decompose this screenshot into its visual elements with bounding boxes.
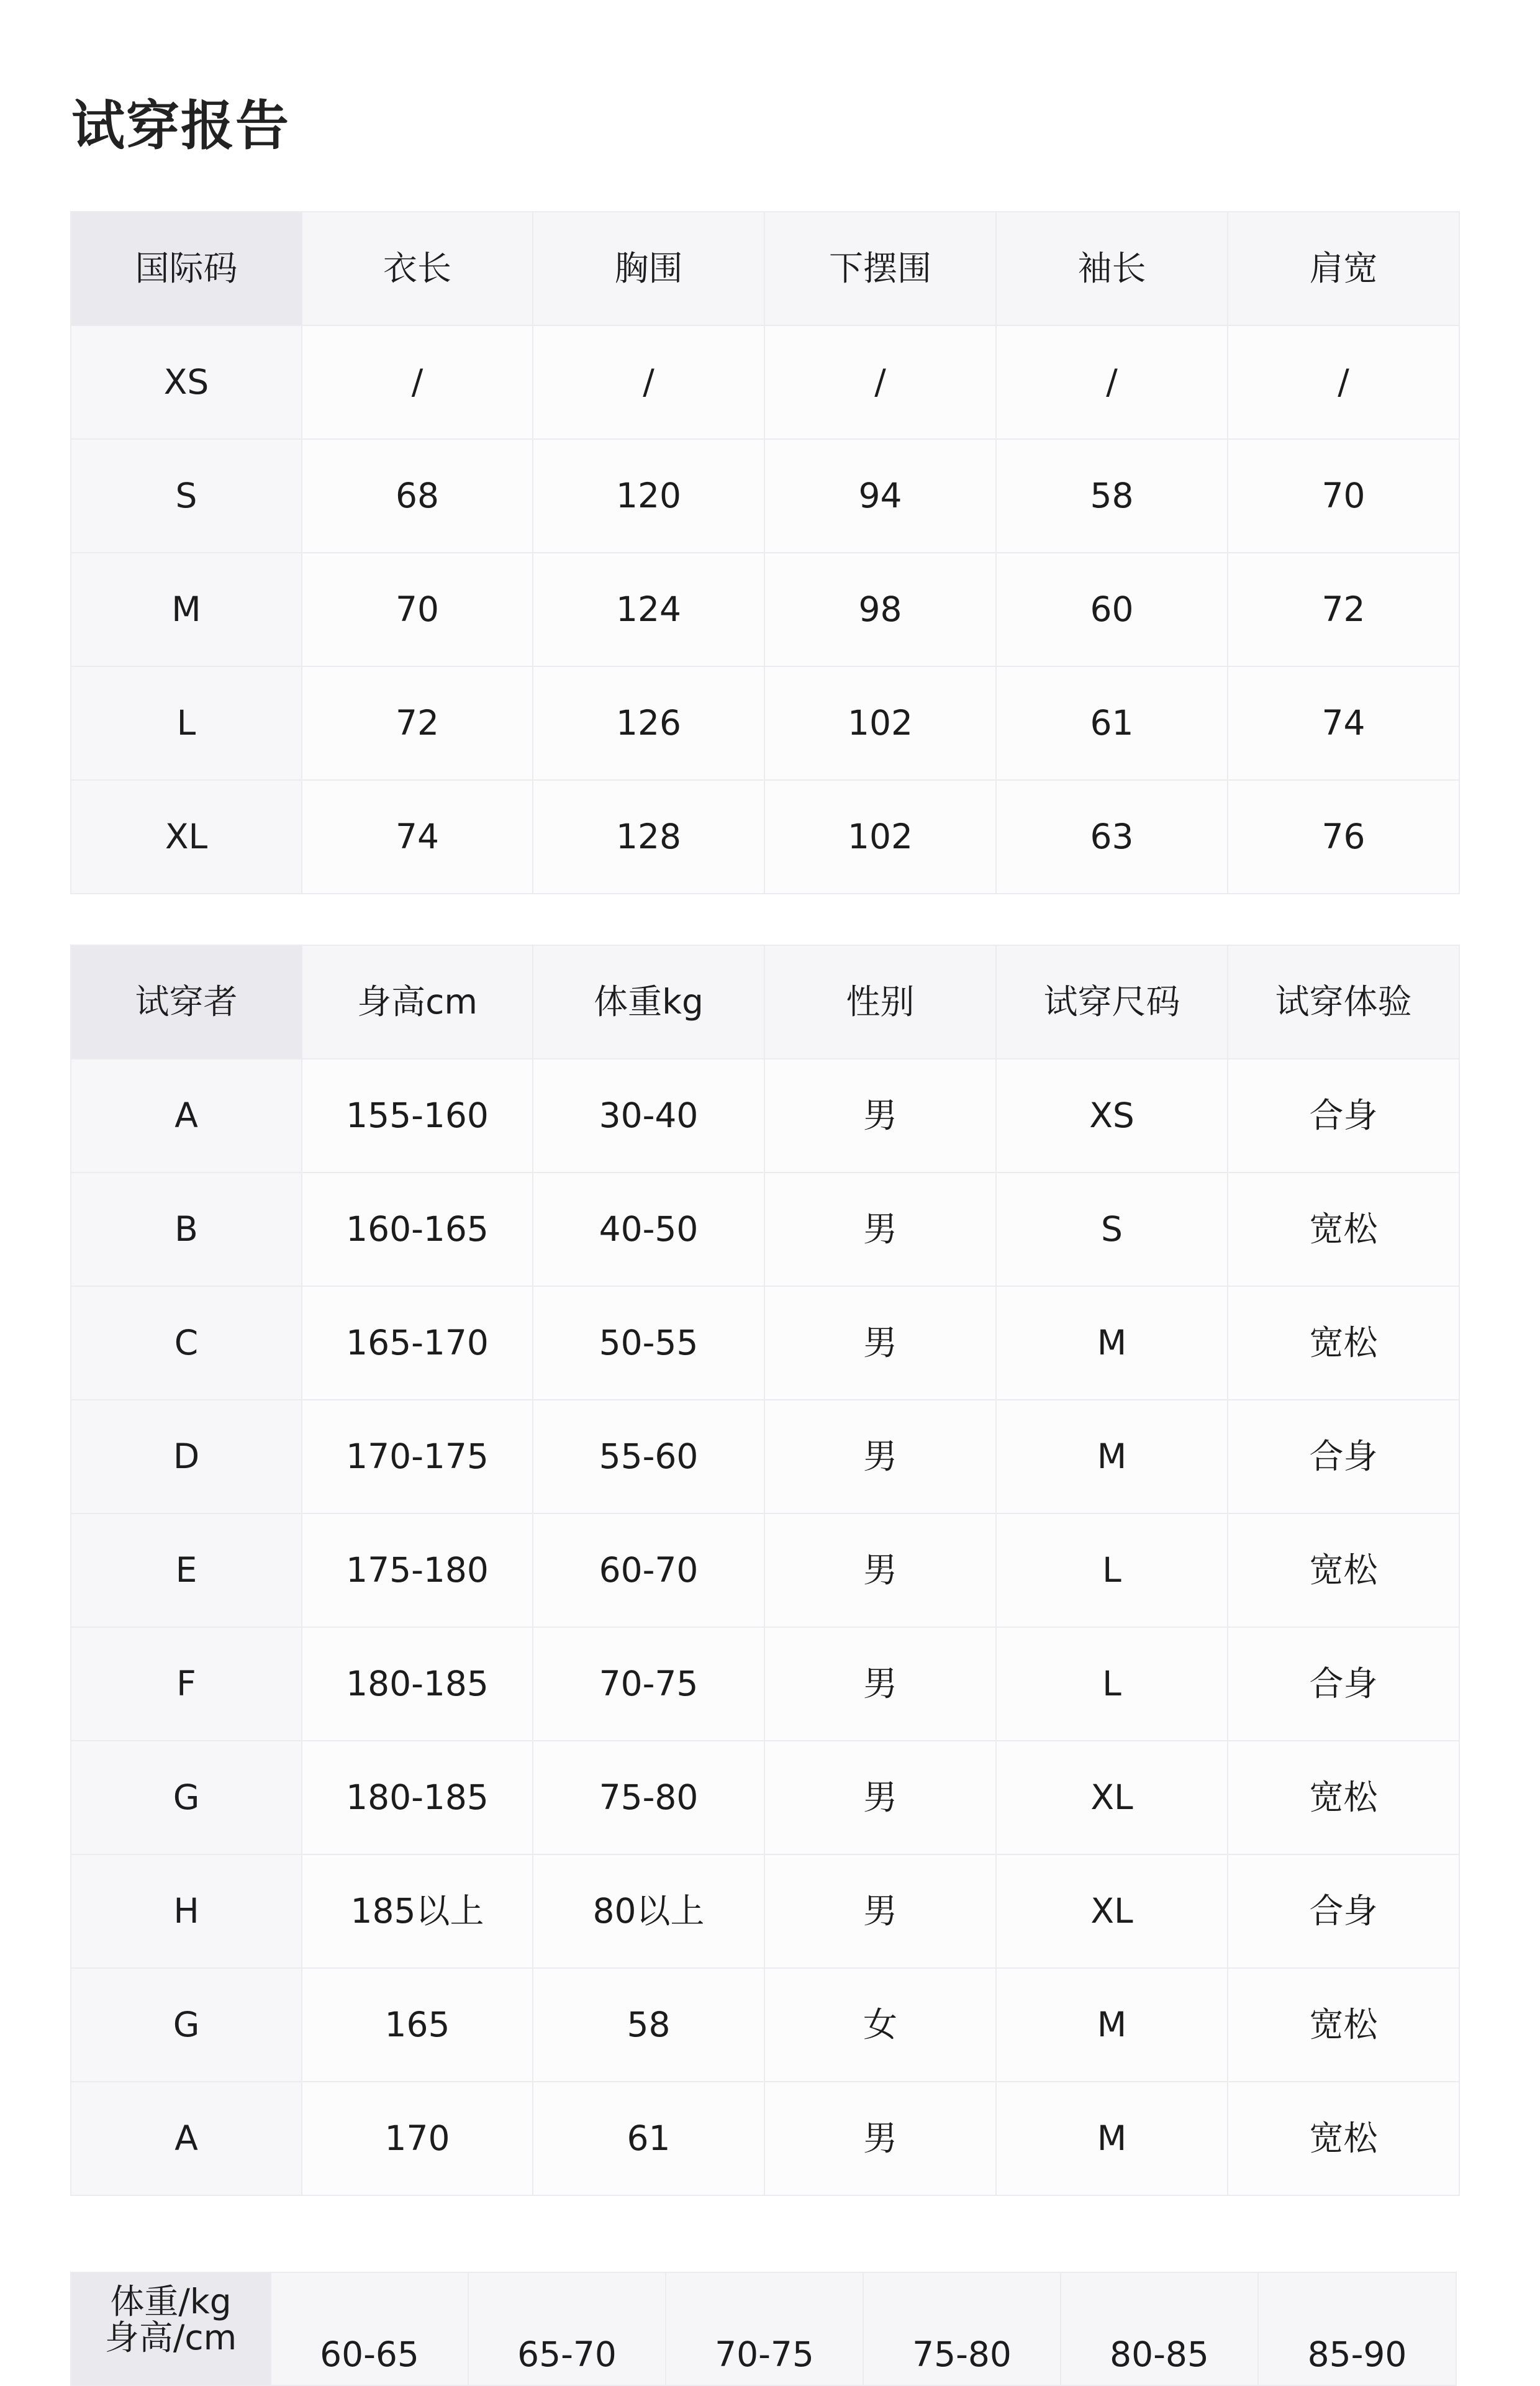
fit-table-header-row bbox=[71, 945, 1459, 1059]
fit-table-cell: XL bbox=[996, 1741, 1228, 1854]
fit-table-cell: 男 bbox=[764, 1741, 996, 1854]
weight-axis-label: 体重/kg bbox=[110, 2282, 232, 2321]
fit-table-header-cell: 身高cm bbox=[302, 945, 533, 1059]
size-table-cell: 102 bbox=[764, 666, 996, 780]
size-table-cell: / bbox=[1228, 325, 1459, 439]
weight-height-corner-cell bbox=[71, 2272, 271, 2385]
fit-table-cell: 宽松 bbox=[1228, 1286, 1459, 1400]
size-table-cell: 74 bbox=[302, 780, 533, 894]
size-table-row-label: M bbox=[71, 553, 302, 666]
size-table-cell: 126 bbox=[533, 666, 764, 780]
fit-table-row bbox=[71, 1627, 1459, 1741]
size-table-cell: 128 bbox=[533, 780, 764, 894]
size-table-cell: / bbox=[533, 325, 764, 439]
size-table-row bbox=[71, 439, 1459, 553]
fit-table-row bbox=[71, 1968, 1459, 2082]
fit-table-cell: 女 bbox=[764, 1968, 996, 2082]
fit-table-cell: 70-75 bbox=[533, 1627, 764, 1741]
fit-table-cell: 40-50 bbox=[533, 1173, 764, 1286]
weight-range-cell: 65-70 bbox=[468, 2272, 666, 2385]
fit-table-cell: 合身 bbox=[1228, 1854, 1459, 1968]
fit-table-cell: 61 bbox=[533, 2082, 764, 2195]
fit-table-cell: 175-180 bbox=[302, 1513, 533, 1627]
fit-table-row-label: G bbox=[71, 1741, 302, 1854]
weight-header-row bbox=[71, 2272, 1456, 2385]
page-title: 试穿报告 bbox=[71, 95, 290, 157]
fit-table-cell: S bbox=[996, 1173, 1228, 1286]
fit-table-cell: 58 bbox=[533, 1968, 764, 2082]
fit-table-cell: 合身 bbox=[1228, 1400, 1459, 1513]
fit-table-row bbox=[71, 1286, 1459, 1400]
fit-table-cell: XL bbox=[996, 1854, 1228, 1968]
fit-table-cell: 30-40 bbox=[533, 1059, 764, 1173]
height-axis-label: 身高/cm bbox=[104, 2317, 237, 2357]
size-table-header-row bbox=[71, 212, 1459, 325]
fit-table-cell: 男 bbox=[764, 2082, 996, 2195]
size-table-header-cell: 国际码 bbox=[71, 212, 302, 325]
size-table-cell: 124 bbox=[533, 553, 764, 666]
size-table-header-cell: 衣长 bbox=[302, 212, 533, 325]
size-table-row-label: L bbox=[71, 666, 302, 780]
weight-range-cell: 75-80 bbox=[863, 2272, 1061, 2385]
size-table-cell: 72 bbox=[1228, 553, 1459, 666]
fit-table-row-label: E bbox=[71, 1513, 302, 1627]
size-table-row-label: S bbox=[71, 439, 302, 553]
size-table-cell: 94 bbox=[764, 439, 996, 553]
fit-table-row-label: F bbox=[71, 1627, 302, 1741]
fit-table-cell: 180-185 bbox=[302, 1627, 533, 1741]
fit-table-cell: M bbox=[996, 1400, 1228, 1513]
fit-table-cell: 180-185 bbox=[302, 1741, 533, 1854]
size-table-cell: 70 bbox=[1228, 439, 1459, 553]
size-table-cell: 70 bbox=[302, 553, 533, 666]
fit-table-cell: 宽松 bbox=[1228, 1741, 1459, 1854]
fit-table-cell: 男 bbox=[764, 1513, 996, 1627]
fit-table-cell: 55-60 bbox=[533, 1400, 764, 1513]
fit-table-row-label: G bbox=[71, 1968, 302, 2082]
fit-table-header-cell: 试穿尺码 bbox=[996, 945, 1228, 1059]
fit-table-cell: 宽松 bbox=[1228, 1513, 1459, 1627]
fit-table-cell: 60-70 bbox=[533, 1513, 764, 1627]
size-table-row bbox=[71, 325, 1459, 439]
weight-range-cell: 80-85 bbox=[1061, 2272, 1258, 2385]
fit-table-row bbox=[71, 2082, 1459, 2195]
weight-range-cell: 70-75 bbox=[666, 2272, 863, 2385]
size-table-cell: 61 bbox=[996, 666, 1228, 780]
size-table-row-label: XL bbox=[71, 780, 302, 894]
fit-table-cell: 80以上 bbox=[533, 1854, 764, 1968]
size-table-cell: / bbox=[764, 325, 996, 439]
size-table-header-cell: 肩宽 bbox=[1228, 212, 1459, 325]
fit-table-cell: M bbox=[996, 1968, 1228, 2082]
fit-table-cell: 165-170 bbox=[302, 1286, 533, 1400]
fit-table-row bbox=[71, 1059, 1459, 1173]
size-table-header-cell: 胸围 bbox=[533, 212, 764, 325]
fit-table-row-label: A bbox=[71, 2082, 302, 2195]
fit-table-cell: 170 bbox=[302, 2082, 533, 2195]
fit-table-row-label: A bbox=[71, 1059, 302, 1173]
size-table-row bbox=[71, 553, 1459, 666]
fit-table-header-cell: 体重kg bbox=[533, 945, 764, 1059]
fit-table-cell: 75-80 bbox=[533, 1741, 764, 1854]
fit-table-cell: 合身 bbox=[1228, 1627, 1459, 1741]
fit-table-row-label: D bbox=[71, 1400, 302, 1513]
fit-table-cell: L bbox=[996, 1513, 1228, 1627]
weight-height-table bbox=[70, 2272, 1457, 2386]
fit-table-row-label: H bbox=[71, 1854, 302, 1968]
size-table-cell: 102 bbox=[764, 780, 996, 894]
fit-table-row-label: C bbox=[71, 1286, 302, 1400]
fit-table-cell: XS bbox=[996, 1059, 1228, 1173]
size-table-row bbox=[71, 666, 1459, 780]
fit-table-cell: 男 bbox=[764, 1400, 996, 1513]
fit-table-header-cell: 试穿体验 bbox=[1228, 945, 1459, 1059]
fit-table-row bbox=[71, 1400, 1459, 1513]
size-table-cell: / bbox=[302, 325, 533, 439]
fit-table-cell: L bbox=[996, 1627, 1228, 1741]
fit-table-row bbox=[71, 1513, 1459, 1627]
size-table-cell: 72 bbox=[302, 666, 533, 780]
size-table-header-cell: 下摆围 bbox=[764, 212, 996, 325]
fit-table-cell: 男 bbox=[764, 1854, 996, 1968]
fit-table-cell: 男 bbox=[764, 1059, 996, 1173]
fit-table-cell: 男 bbox=[764, 1286, 996, 1400]
weight-range-cell: 60-65 bbox=[271, 2272, 468, 2385]
fit-table-cell: 宽松 bbox=[1228, 1173, 1459, 1286]
size-chart-table bbox=[70, 211, 1460, 894]
fit-table-cell: M bbox=[996, 2082, 1228, 2195]
fit-table-cell: 宽松 bbox=[1228, 1968, 1459, 2082]
size-table-cell: 63 bbox=[996, 780, 1228, 894]
size-table-cell: 98 bbox=[764, 553, 996, 666]
size-table-cell: 76 bbox=[1228, 780, 1459, 894]
size-table-cell: 58 bbox=[996, 439, 1228, 553]
fit-table-cell: 160-165 bbox=[302, 1173, 533, 1286]
fit-table-cell: 宽松 bbox=[1228, 2082, 1459, 2195]
size-table-cell: 120 bbox=[533, 439, 764, 553]
fit-table-cell: 男 bbox=[764, 1627, 996, 1741]
fit-table-row bbox=[71, 1741, 1459, 1854]
fit-table-cell: 165 bbox=[302, 1968, 533, 2082]
fit-table-cell: M bbox=[996, 1286, 1228, 1400]
fit-table-cell: 50-55 bbox=[533, 1286, 764, 1400]
size-table-cell: 60 bbox=[996, 553, 1228, 666]
fit-table-row bbox=[71, 1854, 1459, 1968]
fit-table-cell: 185以上 bbox=[302, 1854, 533, 1968]
size-table-row-label: XS bbox=[71, 325, 302, 439]
fit-table-header-cell: 性别 bbox=[764, 945, 996, 1059]
fit-table-cell: 合身 bbox=[1228, 1059, 1459, 1173]
size-table-cell: / bbox=[996, 325, 1228, 439]
fit-table-header-cell: 试穿者 bbox=[71, 945, 302, 1059]
size-table-cell: 74 bbox=[1228, 666, 1459, 780]
fit-table-row-label: B bbox=[71, 1173, 302, 1286]
size-table-cell: 68 bbox=[302, 439, 533, 553]
try-on-table bbox=[70, 945, 1460, 2196]
size-table-row bbox=[71, 780, 1459, 894]
size-table-header-cell: 袖长 bbox=[996, 212, 1228, 325]
weight-range-cell: 85-90 bbox=[1258, 2272, 1456, 2385]
fit-table-cell: 155-160 bbox=[302, 1059, 533, 1173]
fit-table-cell: 170-175 bbox=[302, 1400, 533, 1513]
fit-table-row bbox=[71, 1173, 1459, 1286]
fit-table-cell: 男 bbox=[764, 1173, 996, 1286]
